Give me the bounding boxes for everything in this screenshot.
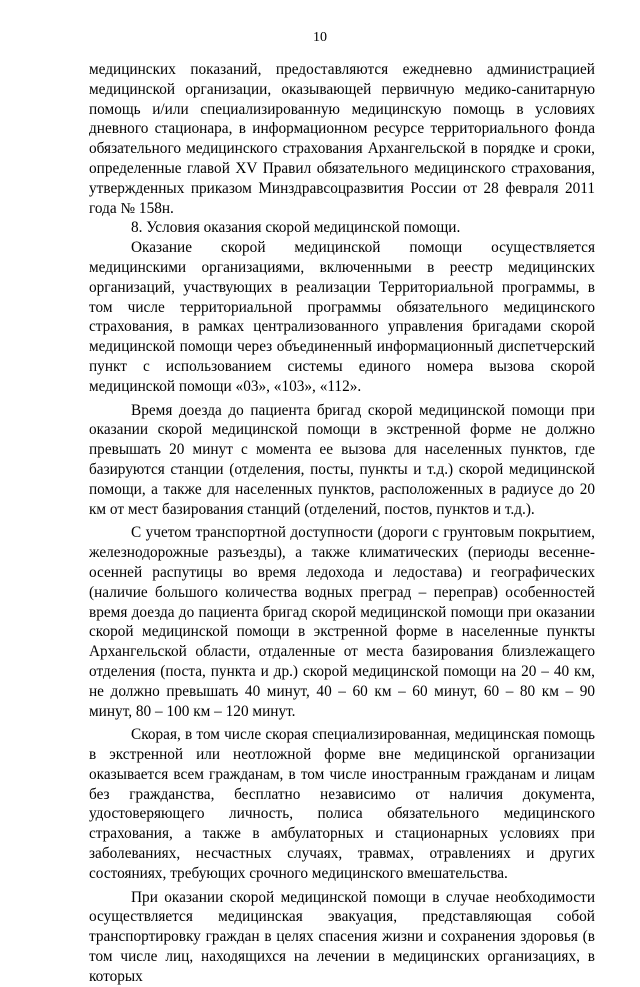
paragraph-continuation: медицинских показаний, предоставляются ежедневно администрацией медицинской организации, оказывающей первичную медико-санитарную помощь и/или специализированную медицинскую помощь в условиях дневного стационара, в информационном ресурсе территориального фонда обязательного медицинского страхования Архангельской в порядке и сроки, определенные главой XV Правил обязательного медицинского страхования, утвержденных приказом Минздравсоцразвития России от 28 февраля 2011 года № 158н.: [89, 61, 595, 217]
page-number: 10: [313, 30, 327, 45]
document-body: [89, 60, 595, 987]
paragraph: При оказании скорой медицинской помощи в случае необходимости осуществляется медицинская эвакуация, представляющая собой транспортировку граждан в целях спасения жизни и сохранения здоровья (в том числе лиц, находящихся на лечении в медицинских организациях, в которых: [89, 888, 595, 985]
paragraph: Время доезда до пациента бригад скорой медицинской помощи при оказании скорой медицинской помощи в экстренной форме не должно превышать 20 минут с момента ее вызова для населенных пунктов, где базируются станции (отделения, посты, пункты и т.д.) скорой медицинской помощи, а также для населенных пунктов, расположенных в радиусе до 20 км от мест базирования станций (отделений, постов, пунктов и т.д.).: [89, 401, 595, 518]
section-heading: 8. Условия оказания скорой медицинской помощи.: [131, 219, 461, 237]
paragraph: С учетом транспортной доступности (дороги с грунтовым покрытием, железнодорожные разъезды), а также климатических (периоды весенне-осенней распутицы во время ледохода и ледостава) и географических (наличие большого количества водных преград – переправ) особенностей время доезда до пациента бригад скорой медицинской помощи при оказании скорой медицинской помощи в экстренной форме в населенные пункты Архангельской области, отдаленные от места базирования близлежащего отделения (поста, пункта и др.) скорой медицинской помощи на 20 – 40 км, не должно превышать 40 минут, 40 – 60 км – 60 минут, 60 – 80 км – 90 минут, 80 – 100 км – 120 минут.: [89, 524, 595, 720]
paragraph: Оказание скорой медицинской помощи осуществляется медицинскими организациями, включенными в реестр медицинских организаций, участвующих в реализации Территориальной программы, в том числе территориальной программы обязательного медицинского страхования, в рамках централизованного управления бригадами скорой медицинской помощи через объединенный информационный диспетчерский пункт с использованием системы единого номера вызова скорой медицинской помощи «03», «103», «112».: [89, 239, 595, 395]
paragraph: Скорая, в том числе скорая специализированная, медицинская помощь в экстренной или неотложной форме вне медицинской организации оказывается всем гражданам, в том числе иностранным гражданам и лицам без гражданства, бесплатно независимо от наличия документа, удостоверяющего личность, полиса обязательного медицинского страхования, а также в амбулаторных и стационарных условиях при заболеваниях, несчастных случаях, травмах, отравлениях и других состояниях, требующих срочного медицинского вмешательства.: [89, 726, 595, 882]
